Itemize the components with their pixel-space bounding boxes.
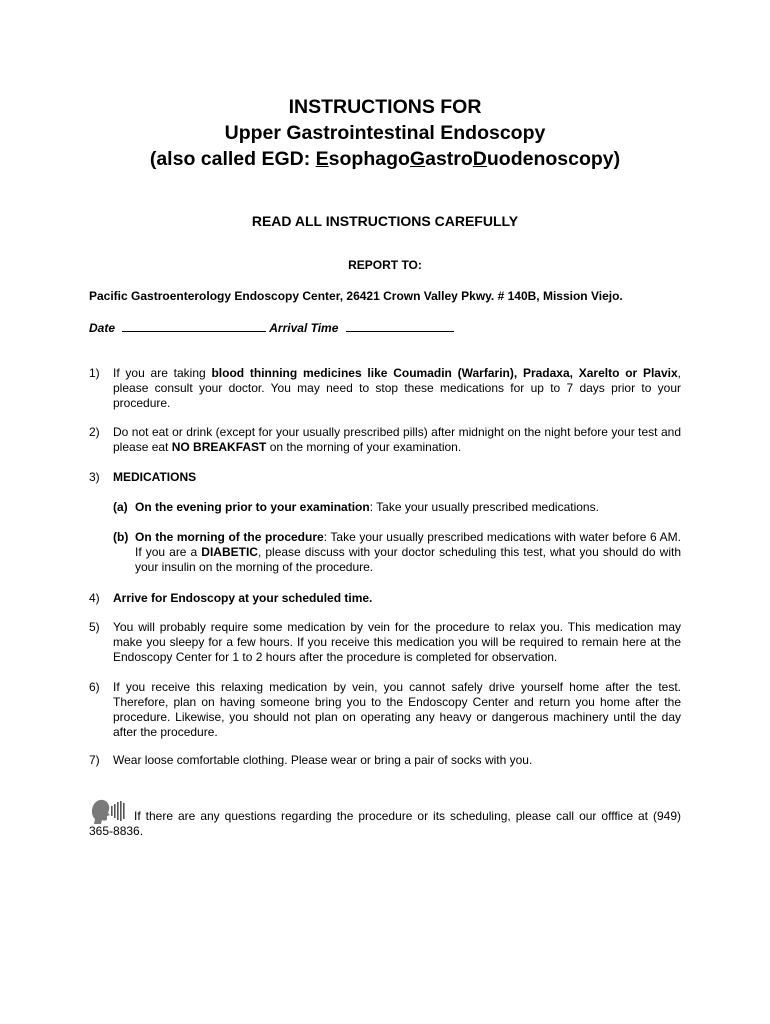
sub-item-text-bold-2: DIABETIC (201, 545, 258, 559)
instruction-item-1 (89, 366, 681, 411)
item-text (113, 591, 681, 606)
item-number: 6) (89, 680, 100, 694)
item-text-post: , please consult your doctor. You may need to stop these medications for up to 7 days prior to your procedure. (113, 366, 682, 410)
item-text: You will probably require some medication by vein for the procedure to relax you. This medication may make you sleepy for a few hours. If you receive this medication you will be required to remain here at the Endoscopy Center for 1 to 2 hours after the procedure is completed for observation. (113, 620, 681, 664)
instruction-item-5 (89, 620, 681, 665)
date-arrival-line (89, 319, 454, 335)
instruction-item-6 (89, 680, 681, 740)
item-text-pre: Do not eat or drink (except for your usually prescribed pills) after midnight on the night before your test and please eat (113, 425, 681, 454)
sub-item-label: (b) (113, 530, 129, 544)
title-underlined-g: G (409, 148, 426, 170)
item-text: If you receive this relaxing medication by vein, you cannot safely drive yourself home after the test. Therefore, plan on having someone bring you to the Endoscopy Center and return you home after the procedure. Likewise, you should not plan on operating any heavy or dangerous machinery until the day after the procedure. (113, 680, 681, 739)
sub-item-label: (a) (113, 500, 128, 514)
item-text-bold: NO BREAKFAST (171, 440, 267, 454)
instruction-item-3b (113, 530, 681, 575)
sub-item-text-bold: On the morning of the procedure (135, 530, 324, 544)
title-underlined-d: D (472, 148, 487, 170)
contact-text: If there are any questions regarding the procedure or its scheduling, please call our offfice at (949) 365-8836. (89, 809, 681, 838)
sub-item-text-post: , please discuss with your doctor scheduling this test, what you should do with your insulin on the morning of the procedure. (135, 545, 681, 574)
speaking-head-icon (89, 798, 129, 824)
read-all-heading: READ ALL INSTRUCTIONS CAREFULLY (251, 213, 519, 229)
sub-item-text-post: : Take your usually prescribed medications. (369, 500, 599, 514)
date-label: Date (89, 321, 116, 335)
item-text: Wear loose comfortable clothing. Please wear or bring a pair of socks with you. (113, 753, 533, 767)
instruction-item-2 (89, 425, 681, 455)
date-blank[interactable] (154, 319, 266, 332)
item-text-post: on the morning of your examination. (266, 440, 462, 454)
item-text-bold: blood thinning medicines like Coumadin (Warfarin), Pradaxa, Xarelto or Plavix (211, 366, 678, 380)
item-number: 2) (89, 425, 100, 439)
sub-item-text (135, 530, 681, 575)
item-number: 1) (89, 366, 100, 380)
report-to-heading: REPORT TO: (348, 258, 422, 272)
title-line-3-prefix: (also called EGD: (149, 148, 316, 170)
arrival-time-label: Arrival Time (269, 321, 339, 335)
title-line-2: Upper Gastrointestinal Endoscopy (224, 122, 546, 144)
location-address: Pacific Gastroenterology Endoscopy Center, 26421 Crown Valley Pkwy. # 140B, Mission Viejo. (89, 289, 623, 303)
instruction-item-3 (89, 470, 681, 485)
sub-item-text (135, 500, 681, 515)
item-text (113, 470, 681, 485)
item-number: 4) (89, 591, 100, 605)
document-title (0, 94, 770, 172)
title-sophago: sophago (328, 148, 410, 170)
title-astro: astro (425, 148, 473, 170)
title-line-1: INSTRUCTIONS FOR (288, 96, 482, 118)
arrival-time-blank[interactable] (346, 319, 454, 332)
title-line-3-suffix: uodenoscopy) (486, 148, 621, 170)
item-number: 7) (89, 753, 100, 767)
item-number: 5) (89, 620, 100, 634)
instruction-item-3a (113, 500, 681, 515)
sub-item-text-bold: On the evening prior to your examination (135, 500, 370, 514)
instruction-item-7 (89, 753, 681, 768)
title-line-3 (0, 146, 770, 172)
item-text (113, 366, 681, 411)
item-number: 3) (89, 470, 100, 484)
title-underlined-e: E (315, 148, 329, 170)
item-text-bold: Arrive for Endoscopy at your scheduled time. (113, 591, 373, 605)
item-text (113, 425, 681, 455)
instruction-item-4 (89, 591, 681, 606)
sub-item-text-mid: : Take your usually prescribed medications with water before 6 AM. If you are a (135, 530, 681, 559)
item-text-pre: If you are taking (113, 366, 212, 380)
item-text-bold: MEDICATIONS (113, 470, 197, 484)
contact-note (89, 798, 681, 839)
date-blank-short[interactable] (122, 319, 154, 332)
